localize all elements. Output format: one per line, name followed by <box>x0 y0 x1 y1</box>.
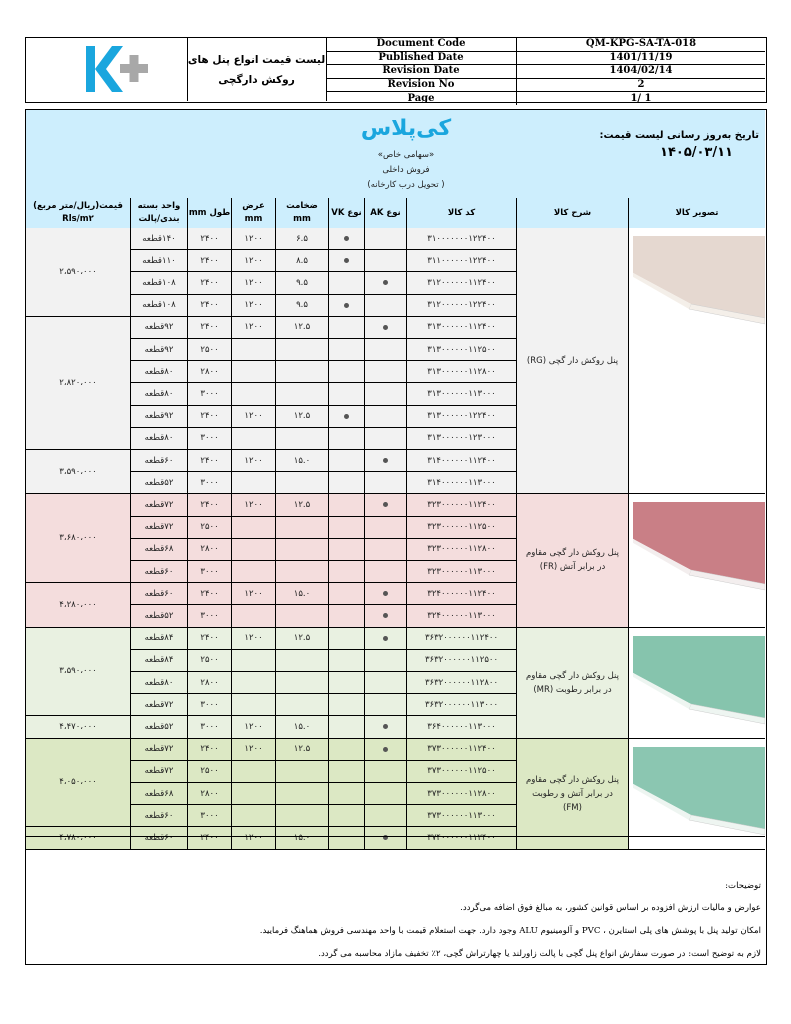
kplus-logo-icon <box>26 38 187 101</box>
cell-ak <box>365 761 407 783</box>
cell-thickness <box>276 672 329 694</box>
cell-pack: ۶۰قطعه <box>131 583 188 605</box>
cell-length: ۲۴۰۰ <box>188 628 232 650</box>
document-header <box>25 37 767 103</box>
cell-length: ۲۸۰۰ <box>188 539 232 561</box>
cell-thickness <box>276 361 329 383</box>
cell-ak <box>365 339 407 361</box>
cell-pack: ۸۰قطعه <box>131 672 188 694</box>
cell-vk <box>329 428 365 450</box>
cell-thickness <box>276 383 329 405</box>
update-label: تاریخ به‌روز رسانی لیست قیمت: <box>599 130 759 141</box>
delivery-note: ( تحویل درب کارخانه) <box>367 180 445 190</box>
cell-code: ۳۲۴۰۰۰۰۰۰۱۱۲۴۰۰ <box>407 583 517 605</box>
meta-row <box>326 65 765 79</box>
meta-key: Page <box>326 92 517 105</box>
cell-pack: ۸۰قطعه <box>131 428 188 450</box>
cell-vk <box>329 672 365 694</box>
cell-vk <box>329 295 365 317</box>
cell-desc: پنل روکش دار گچی (RG) <box>517 228 629 494</box>
cell-length: ۳۰۰۰ <box>188 694 232 716</box>
cell-length: ۲۸۰۰ <box>188 672 232 694</box>
cell-thickness: ۹.۵ <box>276 272 329 294</box>
cell-thickness <box>276 472 329 494</box>
cell-width <box>232 472 276 494</box>
cell-thickness: ۹.۵ <box>276 295 329 317</box>
cell-vk <box>329 383 365 405</box>
vk-mark-icon <box>344 236 349 241</box>
cell-price: ۴،۰۵۰،۰۰۰ <box>26 739 131 828</box>
cell-code: ۳۶۳۲۰۰۰۰۰۰۱۱۲۸۰۰ <box>407 672 517 694</box>
cell-vk <box>329 805 365 827</box>
gypsum-board-icon <box>633 502 765 592</box>
cell-thickness: ۱۵.۰ <box>276 827 329 849</box>
meta-row <box>326 92 765 105</box>
note-line: لازم به توضیح است: در صورت سفارش انواع پنل گچی با پالت زاورلند یا چهارتراش گچی، ۲٪ تخفیف مازاد محاسبه می گردد. <box>318 949 761 959</box>
cell-price: ۴،۴۷۰،۰۰۰ <box>26 716 131 738</box>
cell-thickness <box>276 605 329 627</box>
cell-length: ۳۰۰۰ <box>188 383 232 405</box>
cell-length: ۲۴۰۰ <box>188 250 232 272</box>
cell-length: ۳۰۰۰ <box>188 605 232 627</box>
cell-width: ۱۲۰۰ <box>232 250 276 272</box>
cell-width <box>232 383 276 405</box>
cell-vk <box>329 605 365 627</box>
meta-value: 1/ 1 <box>630 92 652 104</box>
cell-thickness: ۱۲.۵ <box>276 317 329 339</box>
product-image <box>629 739 765 850</box>
ak-mark-icon <box>383 458 388 463</box>
cell-ak <box>365 317 407 339</box>
cell-thickness <box>276 761 329 783</box>
cell-vk <box>329 406 365 428</box>
cell-pack: ۸۴قطعه <box>131 650 188 672</box>
cell-vk <box>329 783 365 805</box>
meta-row <box>326 52 765 66</box>
cell-ak <box>365 583 407 605</box>
cell-thickness: ۱۲.۵ <box>276 406 329 428</box>
cell-length: ۲۵۰۰ <box>188 650 232 672</box>
cell-code: ۳۶۳۲۰۰۰۰۰۰۱۱۳۰۰۰ <box>407 694 517 716</box>
col-price: قیمت(ریال/متر مربع) Rls/m۲ <box>26 198 131 228</box>
cell-ak <box>365 605 407 627</box>
table-header <box>26 198 765 229</box>
meta-key: Revision No <box>326 79 517 92</box>
cell-ak <box>365 383 407 405</box>
cell-pack: ۵۲قطعه <box>131 716 188 738</box>
cell-length: ۲۵۰۰ <box>188 761 232 783</box>
cell-vk <box>329 494 365 516</box>
cell-ak <box>365 406 407 428</box>
cell-width: ۱۲۰۰ <box>232 583 276 605</box>
cell-code: ۳۷۳۰۰۰۰۰۰۱۱۲۴۰۰ <box>407 739 517 761</box>
cell-vk <box>329 450 365 472</box>
cell-length: ۲۴۰۰ <box>188 228 232 250</box>
cell-length: ۳۰۰۰ <box>188 716 232 738</box>
cell-length: ۲۵۰۰ <box>188 517 232 539</box>
cell-thickness: ۱۵.۰ <box>276 583 329 605</box>
cell-code: ۳۱۳۰۰۰۰۰۰۱۱۲۵۰۰ <box>407 339 517 361</box>
cell-length: ۳۰۰۰ <box>188 428 232 450</box>
cell-code: ۳۲۳۰۰۰۰۰۰۱۱۲۸۰۰ <box>407 539 517 561</box>
product-image <box>629 228 765 494</box>
cell-ak <box>365 361 407 383</box>
cell-price: ۳،۵۹۰،۰۰۰ <box>26 450 131 494</box>
cell-vk <box>329 539 365 561</box>
cell-length: ۲۴۰۰ <box>188 450 232 472</box>
gypsum-board-icon <box>633 236 765 326</box>
cell-thickness <box>276 539 329 561</box>
meta-row <box>326 38 765 52</box>
cell-thickness <box>276 650 329 672</box>
cell-ak <box>365 272 407 294</box>
cell-code: ۳۲۳۰۰۰۰۰۰۱۱۳۰۰۰ <box>407 561 517 583</box>
gypsum-board-icon <box>633 747 765 837</box>
cell-width: ۱۲۰۰ <box>232 406 276 428</box>
cell-vk <box>329 361 365 383</box>
cell-thickness <box>276 561 329 583</box>
cell-code: ۳۱۴۰۰۰۰۰۰۱۱۲۴۰۰ <box>407 450 517 472</box>
cell-vk <box>329 561 365 583</box>
cell-pack: ۷۲قطعه <box>131 694 188 716</box>
cell-width: ۱۲۰۰ <box>232 272 276 294</box>
notes-section <box>26 836 765 964</box>
cell-code: ۳۱۰۰۰۰۰۰۰۱۲۲۴۰۰ <box>407 228 517 250</box>
cell-ak <box>365 561 407 583</box>
cell-ak <box>365 716 407 738</box>
cell-width <box>232 428 276 450</box>
cell-pack: ۶۸قطعه <box>131 539 188 561</box>
cell-width: ۱۲۰۰ <box>232 716 276 738</box>
cell-desc: پنل روکش دار گچی مقاوم در برابر آتش (FR) <box>517 494 629 627</box>
notes-title: توضیحات: <box>725 881 761 891</box>
cell-ak <box>365 428 407 450</box>
cell-code: ۳۱۳۰۰۰۰۰۰۱۱۲۴۰۰ <box>407 317 517 339</box>
cell-width <box>232 783 276 805</box>
ak-mark-icon <box>383 280 388 285</box>
ak-mark-icon <box>383 591 388 596</box>
cell-pack: ۷۲قطعه <box>131 761 188 783</box>
brand-logo-text: کی‌پلاس <box>360 116 452 141</box>
cell-pack: ۸۰قطعه <box>131 383 188 405</box>
sale-type: فروش داخلی <box>382 165 430 175</box>
cell-code: ۳۱۴۰۰۰۰۰۰۱۱۳۰۰۰ <box>407 472 517 494</box>
meta-value: 2 <box>637 79 645 91</box>
cell-pack: ۶۰قطعه <box>131 805 188 827</box>
cell-pack: ۶۸قطعه <box>131 783 188 805</box>
cell-price: ۴،۷۸۰،۰۰۰ <box>26 827 131 849</box>
cell-pack: ۱۱۰قطعه <box>131 250 188 272</box>
cell-width <box>232 561 276 583</box>
note-line: عوارض و مالیات ارزش افزوده بر اساس قوانین کشور، به مبالغ فوق اضافه می‌گردد. <box>460 903 761 913</box>
note-line: امکان تولید پنل با پوشش های پلی استایرن ، PVC و آلومینیوم ALU وجود دارد. جهت استعلام قیمت با واحد مهندسی فروش هماهنگ فرمایید. <box>259 926 761 936</box>
cell-desc: پنل روکش دار گچی مقاوم در برابر آتش و رطوبت (FM) <box>517 739 629 850</box>
cell-length: ۳۰۰۰ <box>188 805 232 827</box>
cell-thickness <box>276 694 329 716</box>
cell-code: ۳۷۳۰۰۰۰۰۰۱۱۲۸۰۰ <box>407 783 517 805</box>
cell-pack: ۶۰قطعه <box>131 827 188 849</box>
cell-width <box>232 517 276 539</box>
cell-thickness: ۱۲.۵ <box>276 494 329 516</box>
cell-width <box>232 539 276 561</box>
ak-mark-icon <box>383 325 388 330</box>
cell-width: ۱۲۰۰ <box>232 739 276 761</box>
cell-pack: ۷۲قطعه <box>131 517 188 539</box>
cell-width <box>232 672 276 694</box>
update-info <box>600 130 759 160</box>
cell-vk <box>329 716 365 738</box>
cell-vk <box>329 317 365 339</box>
cell-length: ۳۰۰۰ <box>188 472 232 494</box>
cell-pack: ۶۰قطعه <box>131 450 188 472</box>
cell-code: ۳۶۳۲۰۰۰۰۰۰۱۱۲۵۰۰ <box>407 650 517 672</box>
cell-code: ۳۲۳۰۰۰۰۰۰۱۱۲۴۰۰ <box>407 494 517 516</box>
meta-key: Revision Date <box>326 65 517 78</box>
cell-width: ۱۲۰۰ <box>232 494 276 516</box>
cell-code: ۳۷۳۰۰۰۰۰۰۱۱۲۵۰۰ <box>407 761 517 783</box>
cell-width: ۱۲۰۰ <box>232 317 276 339</box>
cell-pack: ۱۰۸قطعه <box>131 272 188 294</box>
cell-pack: ۸۴قطعه <box>131 628 188 650</box>
title-line-2: روکش دارگچی <box>218 73 295 86</box>
cell-length: ۲۸۰۰ <box>188 361 232 383</box>
col-code: کد کالا <box>407 198 517 228</box>
cell-thickness <box>276 428 329 450</box>
cell-length: ۲۸۰۰ <box>188 783 232 805</box>
cell-price: ۲،۵۹۰،۰۰۰ <box>26 228 131 317</box>
col-desc: شرح کالا <box>517 198 629 228</box>
cell-width: ۱۲۰۰ <box>232 628 276 650</box>
company-logo <box>26 38 188 101</box>
ak-mark-icon <box>383 636 388 641</box>
meta-value: 1401/11/19 <box>609 51 673 63</box>
meta-value: 1404/02/14 <box>609 65 673 77</box>
cell-width <box>232 361 276 383</box>
cell-ak <box>365 650 407 672</box>
ak-mark-icon <box>383 613 388 618</box>
cell-code: ۳۷۳۰۰۰۰۰۰۱۱۳۰۰۰ <box>407 805 517 827</box>
cell-code: ۳۱۳۰۰۰۰۰۰۱۱۳۰۰۰ <box>407 383 517 405</box>
cell-price: ۴،۲۸۰،۰۰۰ <box>26 583 131 627</box>
cell-width <box>232 650 276 672</box>
document-title <box>187 38 327 101</box>
cell-width: ۱۲۰۰ <box>232 827 276 849</box>
price-table <box>25 109 767 965</box>
cell-ak <box>365 805 407 827</box>
banner <box>26 110 765 199</box>
cell-vk <box>329 472 365 494</box>
cell-ak <box>365 494 407 516</box>
col-pack: واحد بسته بندی/پالت <box>131 198 188 228</box>
col-vk: نوع VK <box>329 198 365 228</box>
cell-code: ۳۱۲۰۰۰۰۰۰۱۱۲۴۰۰ <box>407 272 517 294</box>
cell-vk <box>329 228 365 250</box>
product-image <box>629 494 765 627</box>
update-date: ۱۴۰۵/۰۳/۱۱ <box>660 145 733 160</box>
ak-mark-icon <box>383 502 388 507</box>
cell-vk <box>329 517 365 539</box>
cell-pack: ۵۲قطعه <box>131 605 188 627</box>
cell-vk <box>329 761 365 783</box>
cell-thickness: ۶.۵ <box>276 228 329 250</box>
cell-thickness <box>276 805 329 827</box>
company-type: «سهامی خاص» <box>377 150 435 160</box>
col-ak: نوع AK <box>365 198 407 228</box>
cell-desc: پنل روکش دار گچی مقاوم در برابر رطوبت (MR) <box>517 628 629 739</box>
cell-pack: ۹۲قطعه <box>131 406 188 428</box>
cell-code: ۳۱۳۰۰۰۰۰۰۱۲۲۴۰۰ <box>407 406 517 428</box>
cell-thickness: ۱۵.۰ <box>276 450 329 472</box>
vk-mark-icon <box>344 303 349 308</box>
cell-width <box>232 761 276 783</box>
cell-ak <box>365 739 407 761</box>
cell-ak <box>365 228 407 250</box>
cell-length: ۲۴۰۰ <box>188 317 232 339</box>
cell-price: ۳،۵۹۰،۰۰۰ <box>26 628 131 717</box>
cell-pack: ۵۲قطعه <box>131 472 188 494</box>
cell-thickness <box>276 517 329 539</box>
cell-width <box>232 605 276 627</box>
cell-pack: ۱۰۸قطعه <box>131 295 188 317</box>
cell-ak <box>365 517 407 539</box>
cell-ak <box>365 472 407 494</box>
cell-thickness: ۱۲.۵ <box>276 628 329 650</box>
cell-length: ۳۰۰۰ <box>188 561 232 583</box>
vk-mark-icon <box>344 258 349 263</box>
col-image: تصویر کالا <box>675 207 719 218</box>
cell-ak <box>365 783 407 805</box>
cell-ak <box>365 295 407 317</box>
cell-code: ۳۲۴۰۰۰۰۰۰۱۱۳۰۰۰ <box>407 605 517 627</box>
cell-pack: ۹۲قطعه <box>131 339 188 361</box>
meta-key: Document Code <box>326 38 517 51</box>
cell-code: ۳۶۳۲۰۰۰۰۰۰۱۱۲۴۰۰ <box>407 628 517 650</box>
cell-code: ۳۶۴۰۰۰۰۰۰۱۱۳۰۰۰ <box>407 716 517 738</box>
cell-code: ۳۱۳۰۰۰۰۰۰۱۲۳۰۰۰ <box>407 428 517 450</box>
cell-thickness: ۱۵.۰ <box>276 716 329 738</box>
col-length: طول mm <box>188 198 232 228</box>
cell-length: ۲۴۰۰ <box>188 739 232 761</box>
cell-pack: ۱۴۰قطعه <box>131 228 188 250</box>
product-image <box>629 628 765 739</box>
cell-ak <box>365 672 407 694</box>
cell-width <box>232 694 276 716</box>
cell-code: ۳۱۲۰۰۰۰۰۰۱۲۲۴۰۰ <box>407 295 517 317</box>
cell-ak <box>365 628 407 650</box>
vk-mark-icon <box>344 414 349 419</box>
meta-value: QM-KPG-SA-TA-018 <box>585 38 697 50</box>
cell-length: ۲۴۰۰ <box>188 295 232 317</box>
cell-vk <box>329 250 365 272</box>
cell-vk <box>329 739 365 761</box>
cell-thickness <box>276 783 329 805</box>
col-thickness: ضخامت mm <box>276 198 329 228</box>
cell-pack: ۶۰قطعه <box>131 561 188 583</box>
cell-length: ۲۵۰۰ <box>188 339 232 361</box>
cell-pack: ۹۲قطعه <box>131 317 188 339</box>
meta-row <box>326 79 765 93</box>
document-meta-table <box>326 38 765 105</box>
cell-length: ۲۴۰۰ <box>188 406 232 428</box>
cell-pack: ۷۲قطعه <box>131 494 188 516</box>
ak-mark-icon <box>383 747 388 752</box>
cell-width: ۱۲۰۰ <box>232 228 276 250</box>
cell-vk <box>329 339 365 361</box>
cell-code: ۳۲۳۰۰۰۰۰۰۱۱۲۵۰۰ <box>407 517 517 539</box>
cell-length: ۲۴۰۰ <box>188 827 232 849</box>
col-width: عرض mm <box>232 198 276 228</box>
cell-vk <box>329 694 365 716</box>
cell-code: ۳۱۳۰۰۰۰۰۰۱۱۲۸۰۰ <box>407 361 517 383</box>
cell-vk <box>329 583 365 605</box>
cell-width: ۱۲۰۰ <box>232 450 276 472</box>
cell-width <box>232 339 276 361</box>
cell-vk <box>329 650 365 672</box>
cell-price: ۳،۶۸۰،۰۰۰ <box>26 494 131 583</box>
cell-length: ۲۴۰۰ <box>188 272 232 294</box>
ak-mark-icon <box>383 724 388 729</box>
cell-code: ۳۷۴۰۰۰۰۰۰۱۱۲۴۰۰ <box>407 827 517 849</box>
cell-ak <box>365 539 407 561</box>
meta-key: Published Date <box>326 52 517 65</box>
cell-pack: ۸۰قطعه <box>131 361 188 383</box>
cell-thickness: ۸.۵ <box>276 250 329 272</box>
cell-width: ۱۲۰۰ <box>232 295 276 317</box>
cell-code: ۳۱۱۰۰۰۰۰۰۱۲۲۴۰۰ <box>407 250 517 272</box>
title-line-1: لیست قیمت انواع پنل های <box>187 53 326 66</box>
cell-vk <box>329 628 365 650</box>
cell-length: ۲۴۰۰ <box>188 494 232 516</box>
cell-thickness <box>276 339 329 361</box>
cell-width <box>232 805 276 827</box>
gypsum-board-icon <box>633 636 765 726</box>
cell-thickness: ۱۲.۵ <box>276 739 329 761</box>
cell-pack: ۷۲قطعه <box>131 739 188 761</box>
cell-ak <box>365 250 407 272</box>
cell-vk <box>329 272 365 294</box>
cell-ak <box>365 450 407 472</box>
cell-length: ۲۴۰۰ <box>188 583 232 605</box>
cell-price: ۲،۸۲۰،۰۰۰ <box>26 317 131 450</box>
cell-ak <box>365 694 407 716</box>
